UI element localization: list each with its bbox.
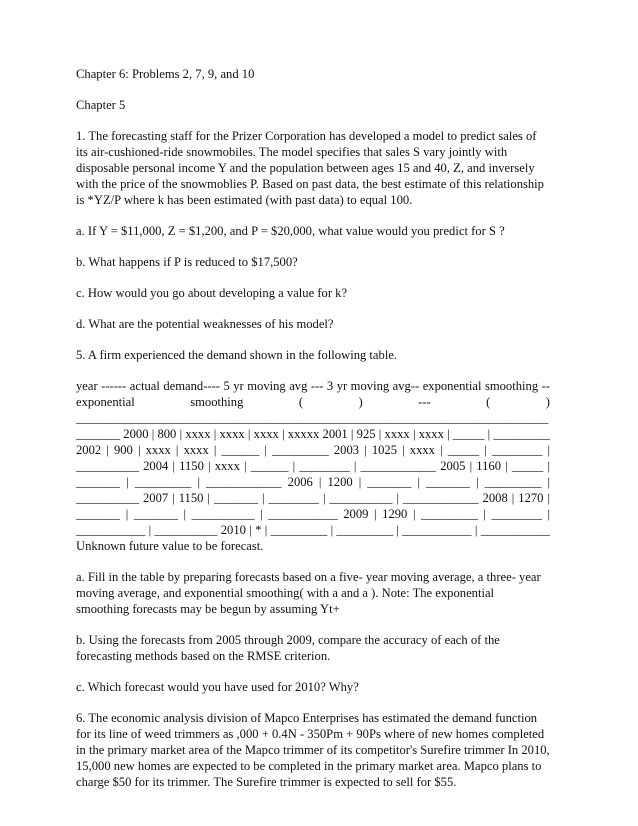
problem-5-part-a: a. Fill in the table by preparing forecasts based on a five- year moving average, a three- year moving average, and exponential smoothing( with a and a ). Note: The exponential smoothing forecasts may be begun by assuming Yt+ bbox=[76, 570, 541, 616]
problem-1-part-c: c. How would you go about developing a value for k? bbox=[76, 286, 348, 300]
problem-1-part-a: a. If Y = $11,000, Z = $1,200, and P = $20,000, what value would you predict for S ? bbox=[76, 224, 505, 238]
chapter-label: Chapter 5 bbox=[76, 98, 126, 112]
problem-5-intro: 5. A firm experienced the demand shown in the following table. bbox=[76, 348, 398, 362]
problem-5-part-c: c. Which forecast would you have used for 2010? Why? bbox=[76, 680, 359, 694]
problem-1-part-d: d. What are the potential weaknesses of his model? bbox=[76, 317, 334, 331]
problem-5-part-b: b. Using the forecasts from 2005 through 2009, compare the accuracy of each of the forecasting methods based on the RMSE criterion. bbox=[76, 633, 500, 663]
document-page bbox=[76, 66, 550, 805]
problem-1-intro: 1. The forecasting staff for the Prizer Corporation has developed a model to predict sales of its air-cushioned-ride snowmobiles. The model specifies that sales S vary jointly with disposable personal income Y and the population between ages 15 and 40, Z, and inversely with the price of the snowmoblies P. Based on past data, the best estimate of this relationship is *YZ/P where k has been estimated (with past data) to equal 100. bbox=[76, 129, 544, 207]
demand-table-text: year ------ actual demand---- 5 yr moving avg --- 3 yr moving avg-- exponential smoothing -- exponential smoothing ( ) --- ( ) __________________________________________________________________________________ 2000 | 800 | xxxx | xxxx | xxxx | xxxxx 2001 | 925 | xxxx | xxxx | _____ | _________ 2002 | 900 | xxxx | xxxx | ______ | _________ 2003 | 1025 | xxxx | _____ | ________ | __________ 2004 | 1150 | xxxx | ______ | ________ | ____________ 2005 | 1160 | _____ | _______ | _________ | ____________ 2006 | 1200 | _______ | _______ | _________ | __________ 2007 | 1150 | _______ | ________ | __________ | ____________ 2008 | 1270 | _______ | _______ | __________ | ___________ 2009 | 1290 | _________ | ________ | ___________ | __________ 2010 | * | _________ | _________ | ___________ | ___________ Unknown future value to be forecast. bbox=[76, 379, 550, 553]
problem-6-intro: 6. The economic analysis division of Mapco Enterprises has estimated the demand function for its line of weed trimmers as ,000 + 0.4N - 350Pm + 90Ps where of new homes completed in the primary market area of the Mapco trimmer of its competitor's Surefire trimmer In 2010, 15,000 new homes are expected to be completed in the primary market area. Mapco plans to charge $50 for its trimmer. The Surefire trimmer is expected to sell for $55. bbox=[76, 711, 550, 789]
problem-1-part-b: b. What happens if P is reduced to $17,500? bbox=[76, 255, 298, 269]
document-heading: Chapter 6: Problems 2, 7, 9, and 10 bbox=[76, 67, 255, 81]
